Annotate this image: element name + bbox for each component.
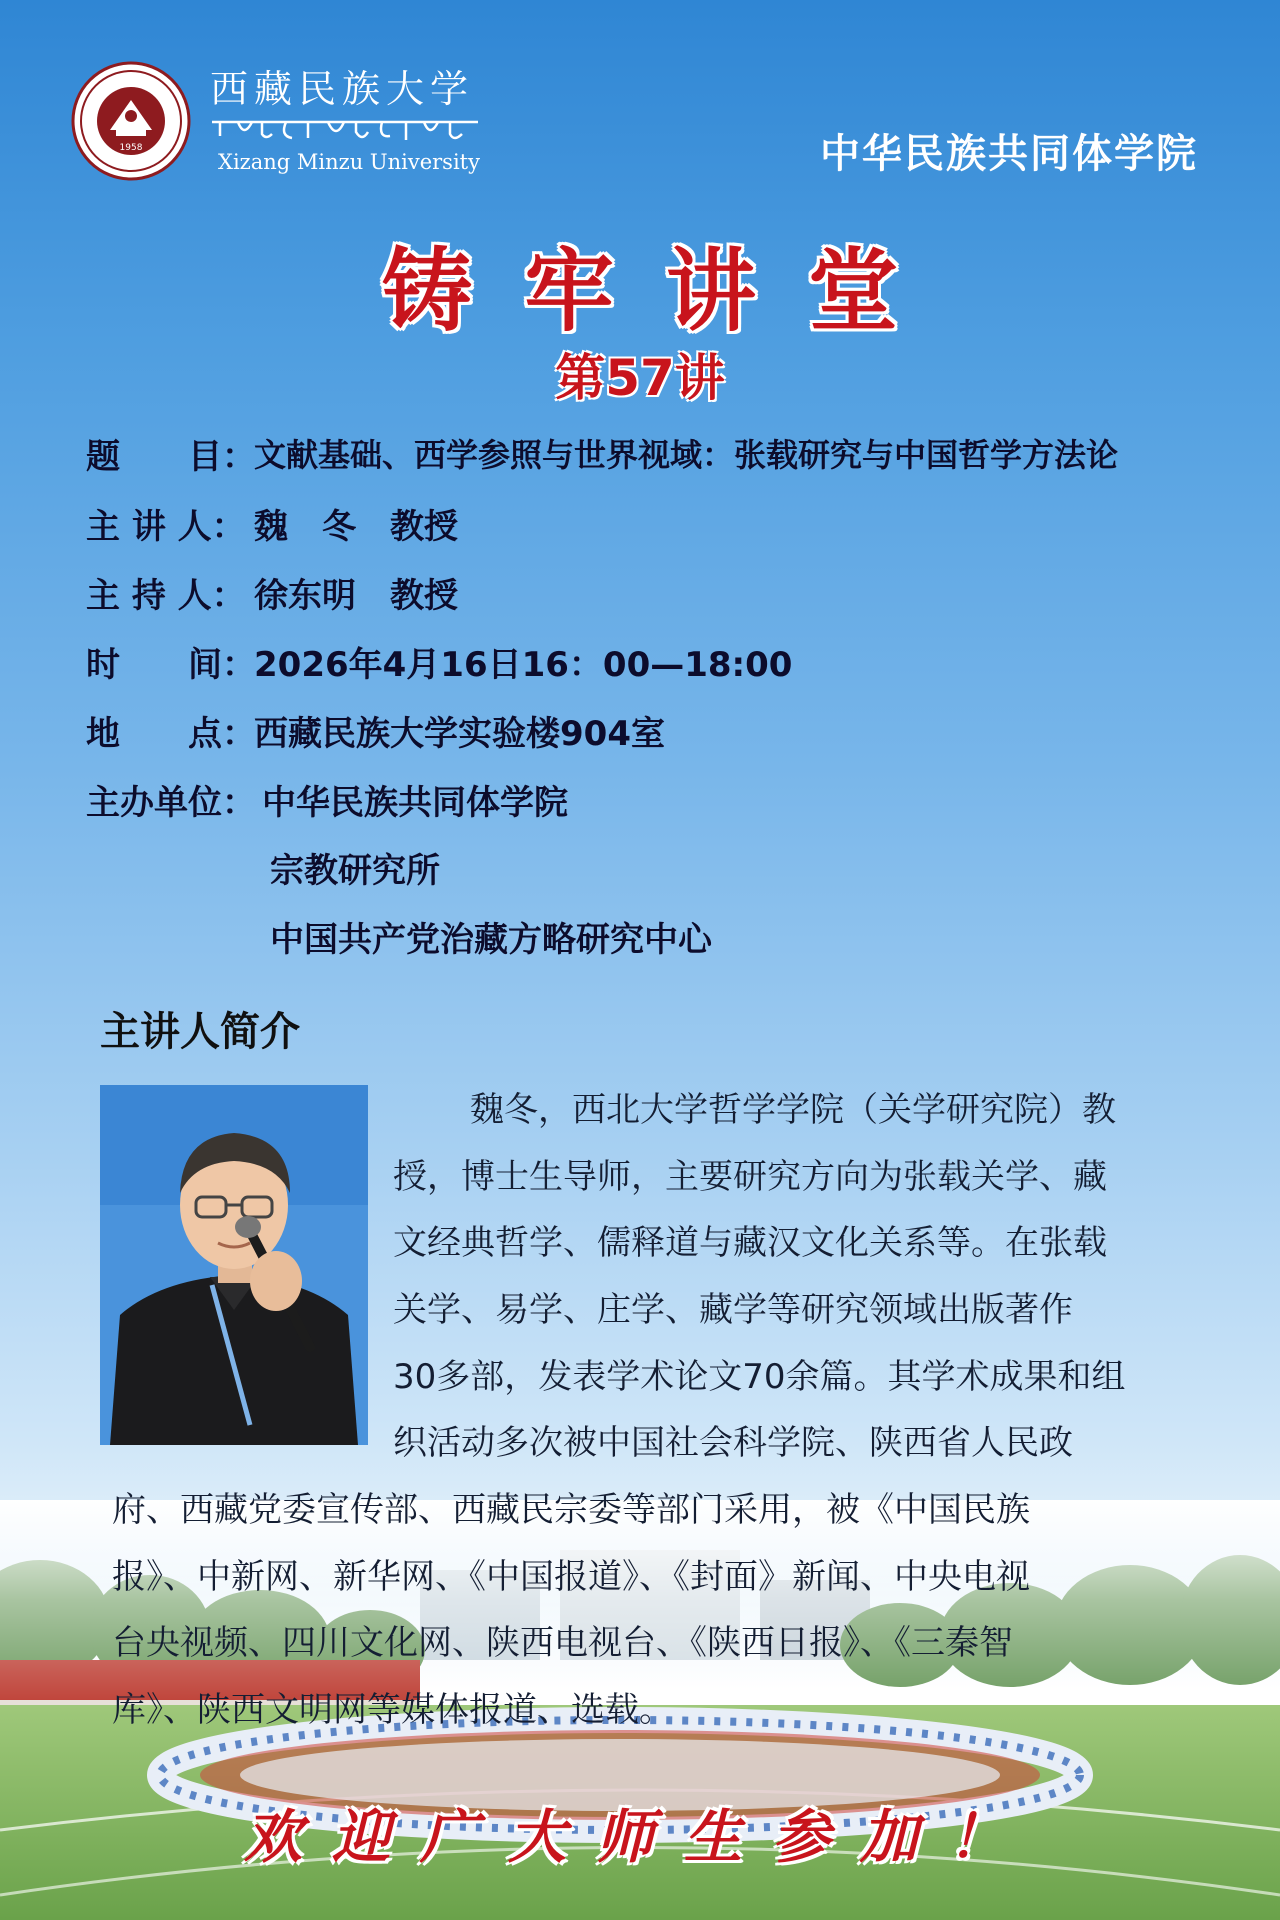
- speaker-row: [86, 498, 458, 548]
- speaker-bio-heading: 主讲人简介: [100, 1008, 300, 1055]
- place-row: [86, 705, 665, 755]
- topic-row: [86, 428, 1118, 478]
- time-value: 2026年4月16日16：00—18:00: [254, 644, 793, 685]
- bio-line: 库》、陕西文明网等媒体报道、选载。: [112, 1690, 673, 1730]
- bio-line: 府、西藏党委宣传部、西藏民宗委等部门采用，被《中国民族: [112, 1490, 1030, 1530]
- lecture-number: 第57讲: [555, 349, 725, 407]
- bio-line: 关学、易学、庄学、藏学等研究领域出版著作: [393, 1290, 1073, 1330]
- time-label: 时 间：: [86, 644, 256, 685]
- host-label: 主 持 人：: [86, 575, 246, 616]
- organizer-value-2: 宗教研究所: [270, 851, 440, 891]
- svg-text:1958: 1958: [119, 143, 143, 153]
- bio-line: 30多部，发表学术论文70余篇。其学术成果和组: [393, 1357, 1126, 1397]
- organizer-value-1: 中华民族共同体学院: [262, 782, 568, 823]
- speaker-photo: [100, 1085, 368, 1445]
- tibetan-script-logotype-icon: [210, 116, 480, 142]
- host-row: [86, 567, 458, 617]
- bio-line: 台央视频、四川文化网、陕西电视台、《陕西日报》、《三秦智: [112, 1623, 1013, 1663]
- university-emblem-icon: [70, 60, 192, 182]
- lecture-series-title: 铸牢讲堂: [382, 238, 950, 344]
- college-name: 中华民族共同体学院: [820, 131, 1198, 177]
- organizer-value-3: 中国共产党治藏方略研究中心: [270, 920, 712, 960]
- place-value: 西藏民族大学实验楼904室: [254, 713, 665, 754]
- time-row: [86, 636, 792, 686]
- host-value: 徐东明 教授: [254, 575, 458, 616]
- university-name-chinese: 西藏民族大学: [210, 67, 475, 111]
- speaker-portrait-icon: [100, 1085, 368, 1445]
- place-label: 地 点：: [86, 713, 256, 754]
- topic-label: 题 目：: [86, 436, 256, 477]
- speaker-label: 主 讲 人：: [86, 506, 246, 547]
- bio-line: 魏冬，西北大学哲学学院（关学研究院）教: [470, 1090, 1116, 1130]
- bio-line: 文经典哲学、儒释道与藏汉文化关系等。在张载: [393, 1223, 1107, 1263]
- university-name-english: Xizang Minzu University: [218, 150, 480, 174]
- bio-line: 授，博士生导师，主要研究方向为张载关学、藏: [393, 1157, 1107, 1197]
- university-logo-block: [70, 58, 500, 188]
- organizer-row: [86, 774, 568, 824]
- organizer-label: 主办单位：: [86, 782, 256, 823]
- speaker-value: 魏 冬 教授: [254, 506, 458, 547]
- bio-line: 织活动多次被中国社会科学院、陕西省人民政: [393, 1423, 1073, 1463]
- topic-value: 文献基础、西学参照与世界视域：张载研究与中国哲学方法论: [254, 436, 1119, 474]
- bio-line: 报》、中新网、新华网、《中国报道》、《封面》新闻、中央电视: [112, 1557, 1030, 1597]
- welcome-message: 欢迎广大师生参加！: [243, 1803, 1036, 1871]
